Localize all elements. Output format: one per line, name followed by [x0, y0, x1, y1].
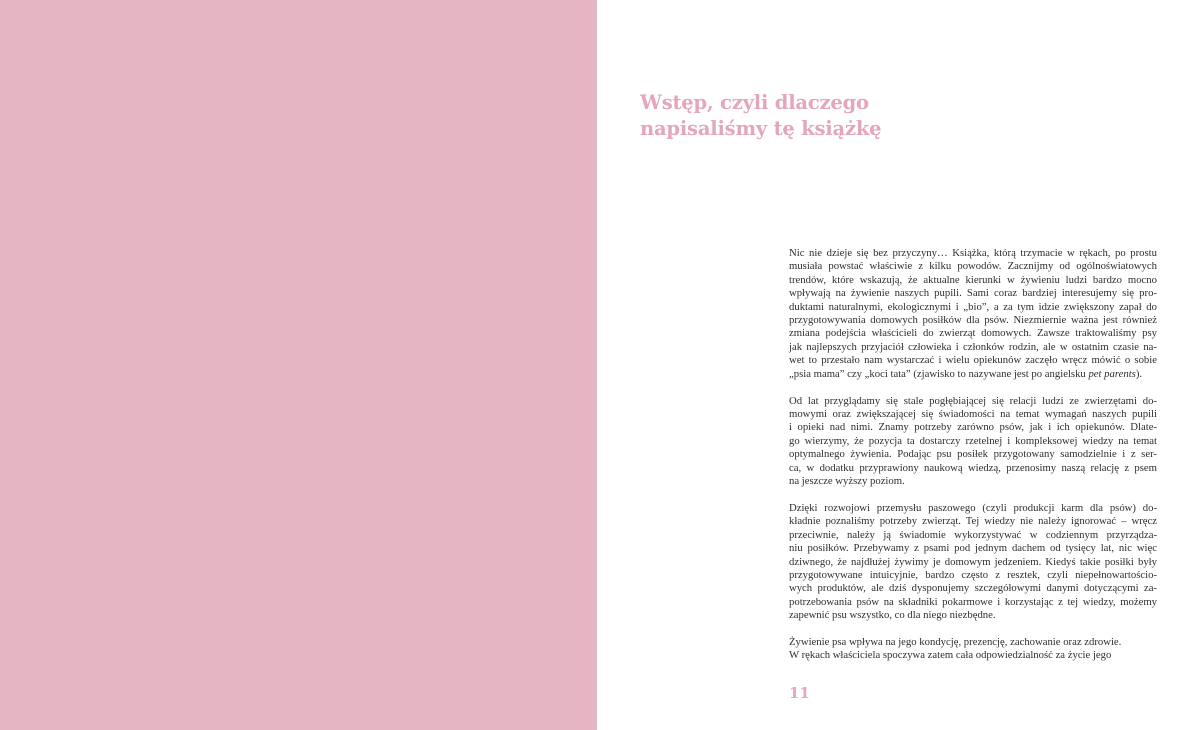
text-line: Nic nie dzieje się bez przyczyny… Książka, którą trzymacie w rękach, po prostu — [789, 247, 1157, 259]
chapter-title-line-1: Wstęp, czyli dlaczego — [640, 91, 869, 114]
text-line: musiała powstać właściwie z kilku powodów. Zacznijmy od ogólnoświatowych — [789, 260, 1157, 273]
text-line: przygotowywania domowych posiłków dla psów. Niezmiernie ważna jest również — [789, 314, 1157, 327]
left-page-blank — [0, 0, 597, 730]
text-line: mowymi oraz zwiększającej się świadomości na temat wymagań naszych pupili — [789, 407, 1157, 420]
text-line: wet to przestało nam wystarczać i wielu opiekunów zaczęło wręcz mówić o sobie — [789, 354, 1157, 367]
text-line: przygotowywane intuicyjnie, bardzo często z resztek, czyli niepełnowartościo- — [789, 568, 1157, 581]
text-line: kładnie poznaliśmy potrzeby zwierząt. Tej wiedzy nie należy ignorować – wręcz — [789, 515, 1157, 528]
text-line: trendów, które wskazują, że aktualne kierunki w żywieniu ludzi bardzo mocno — [789, 273, 1157, 286]
text-line: dziwnego, że najdłużej żywimy je domowym jedzeniem. Kiedyś takie posiłki były — [789, 555, 1157, 568]
text-line: W rękach właściciela spoczywa zatem cała odpowiedzialność za życie jego — [789, 649, 1112, 662]
text-line: Od lat przyglądamy się stale pogłębiającej się relacji ludzi ze zwierzętami do- — [789, 394, 1157, 407]
text-line: „psia mama” czy „koci tata” (zjawisko to nazywane jest po angielsku pet parents). — [789, 367, 1143, 380]
text-line: przeciwnie, należy ją świadomie wykorzystywać w codziennym przyrządza- — [789, 528, 1157, 541]
right-page — [597, 0, 1197, 730]
text-line: ca, w dodatku przyprawiony naukową wiedzą, przenosimy naszą relację z psem — [789, 461, 1157, 474]
text-line: zapewnić psu wszystko, co dla niego niezbędne. — [789, 609, 996, 622]
paragraph-4 — [789, 636, 1157, 663]
text-line: duktami naturalnymi, ekologicznymi i „bio”, a za tym idzie zwiększony zapał do — [789, 300, 1157, 313]
body-text — [789, 247, 1157, 676]
chapter-title-line-2: napisaliśmy tę książkę — [640, 117, 882, 140]
paragraph-1 — [789, 247, 1157, 381]
text-line: jak najlepszych przyjaciół człowieka i członków rodzin, ale w ostatnim czasie na- — [789, 340, 1157, 353]
text-line: wych produktów, ale dziś dysponujemy szczegółowymi danymi dotyczącymi za- — [789, 582, 1157, 595]
text-line: wpływają na żywienie naszych pupili. Sami coraz bardziej interesujemy się pro- — [789, 287, 1157, 300]
paragraph-2 — [789, 395, 1157, 489]
text-line: go wierzymy, że pozycja ta dostarczy rzetelnej i kompleksowej wiedzy na temat — [789, 434, 1157, 447]
text-line: Żywienie psa wpływa na jego kondycję, prezencję, zachowanie oraz zdrowie. — [789, 636, 1122, 649]
text-line: Dzięki rozwojowi przemysłu paszowego (czyli produkcji karm dla psów) do- — [789, 501, 1157, 514]
text-line: potrzebowania psów na składniki pokarmowe i korzystając z tej wiedzy, możemy — [789, 595, 1157, 608]
text-line: optymalnego żywienia. Podając psu posiłek przygotowany samodzielnie i z ser- — [789, 448, 1157, 461]
page-number: 11 — [789, 684, 810, 702]
paragraph-3 — [789, 502, 1157, 623]
text-line: niu posiłków. Przebywamy z psami pod jednym dachem od tysięcy lat, nic więc — [789, 542, 1157, 555]
text-line: i opieki nad nimi. Znamy potrzeby zarówno psów, jak i ich opiekunów. Dlate- — [789, 421, 1157, 434]
chapter-title — [640, 90, 881, 142]
text-line: zmiana podejścia właścicieli do zwierząt domowych. Zawsze traktowaliśmy psy — [789, 327, 1157, 340]
english-term: pet parents — [1088, 367, 1136, 380]
text-line: na jeszcze wyższy poziom. — [789, 475, 905, 487]
